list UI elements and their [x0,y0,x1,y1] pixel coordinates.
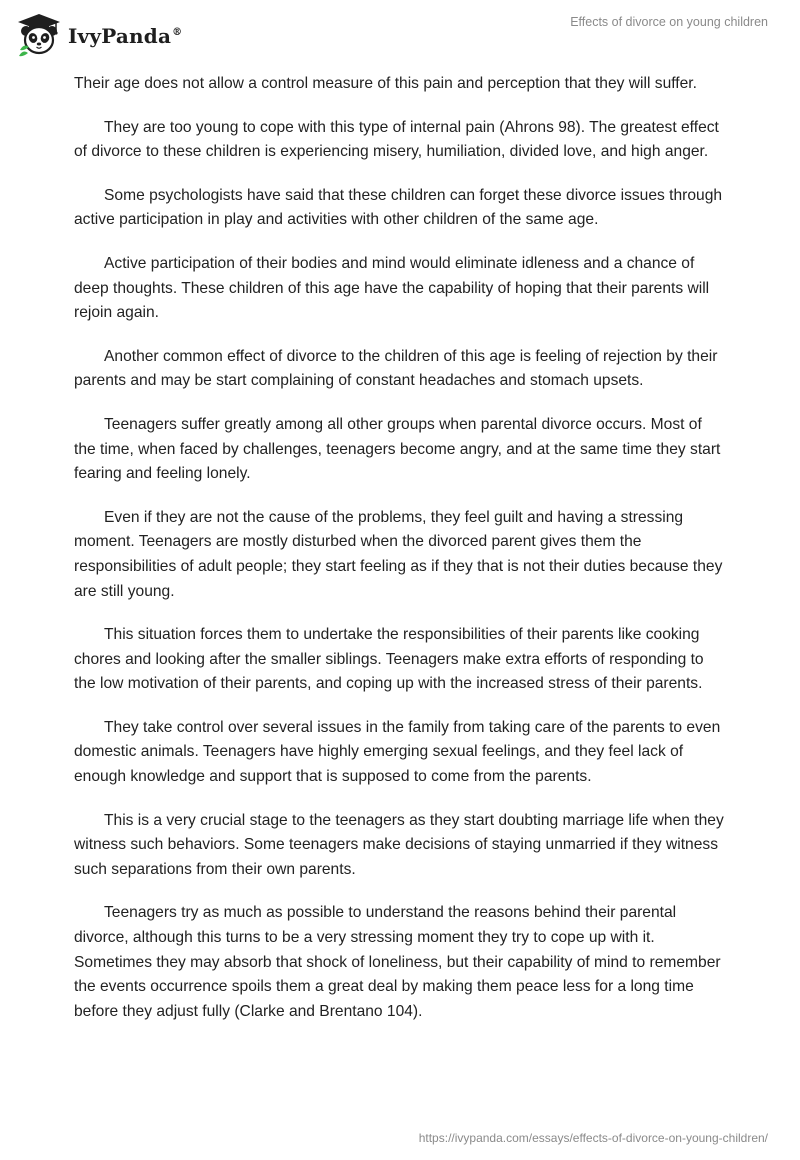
essay-paragraph: They take control over several issues in the family from taking care of the parents to even domestic animals. Teenagers have highly emerging sexual feelings, and they feel lack of enough knowledge and support that is supposed to come from the parents. [74,718,721,786]
page-header [0,0,800,70]
ivypanda-logo[interactable] [16,12,182,58]
essay-paragraph: This is a very crucial stage to the teenagers as they start doubting marriage life when they witness such behaviors. Some teenagers make decisions of staying unmarried if they witness such separations from their own parents. [74,811,724,878]
source-url-link[interactable]: https://ivypanda.com/essays/effects-of-divorce-on-young-children/ [418,1131,768,1145]
essay-paragraph: They are too young to cope with this type of internal pain (Ahrons 98). The greatest effect of divorce to these children is experiencing misery, humiliation, divided love, and high anger. [74,118,719,161]
essay-paragraph: Active participation of their bodies and mind would eliminate idleness and a chance of deep thoughts. These children of this age have the capability of hoping that their parents will rejoin again. [74,254,710,322]
brand-name: IvyPanda® [68,24,183,48]
registered-mark: ® [172,27,183,39]
essay-paragraph: Teenagers try as much as possible to understand the reasons behind their parental divorce, although this turns to be a very stressing moment they try to cope up with it. Sometimes they may absorb that shock of loneliness, but their capability of mind to remember the events occurrence spoils them a great deal by making them peace less for a long time before they adjust fully (Clarke and Brentano 104). [74,904,721,1020]
document-title: Effects of divorce on young children [570,15,768,29]
panda-graduate-icon [16,12,62,58]
essay-paragraph: Even if they are not the cause of the problems, they feel guilt and having a stressing moment. Teenagers are mostly disturbed when the divorced parent gives them the responsibilities of adult people; they start feeling as if they that is not their duties because they are still young. [74,508,723,600]
essay-paragraph: Teenagers suffer greatly among all other groups when parental divorce occurs. Most of the time, when faced by challenges, teenagers become angry, and at the same time they start fearing and feeling lonely. [74,415,721,483]
essay-paragraph: This situation forces them to undertake the responsibilities of their parents like cooking chores and looking after the smaller siblings. Teenagers make extra efforts of responding to the low motivation of their parents, and coping up with the increased stress of their parents. [74,626,704,693]
essay-body [74,72,726,1043]
essay-paragraph: Another common effect of divorce to the children of this age is feeling of rejection by their parents and may be start complaining of constant headaches and stomach upsets. [74,347,718,390]
essay-paragraph: Their age does not allow a control measure of this pain and perception that they will suffer. [74,75,697,92]
essay-paragraph: Some psychologists have said that these children can forget these divorce issues through active participation in play and activities with other children of the same age. [74,186,723,229]
